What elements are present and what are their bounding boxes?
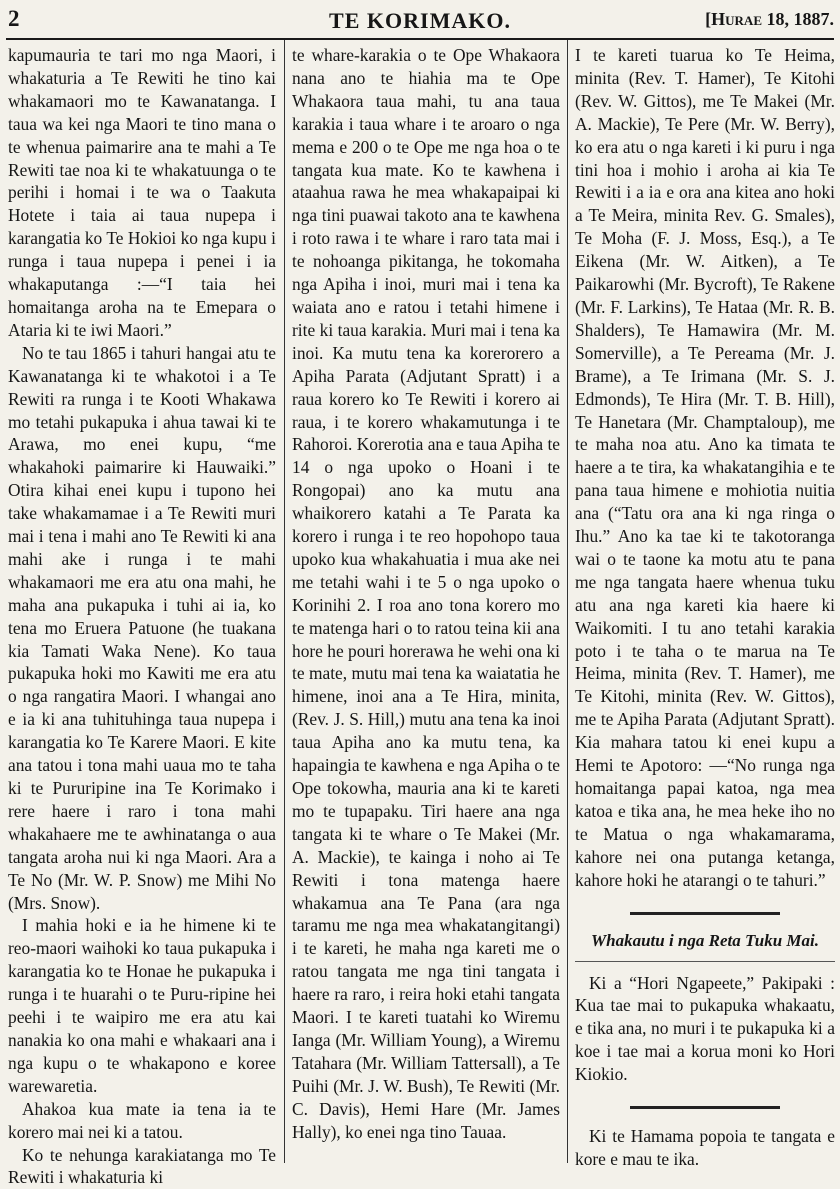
paragraph: Ko te nehunga karakiatanga mo Te Rewiti i whakaturia ki xyxy=(8,1144,276,1189)
paragraph: Ahakoa kua mate ia tena ia te korero mai nei ki a tatou. xyxy=(8,1098,276,1144)
section-title: Whakautu i nga Reta Tuku Mai. xyxy=(575,931,835,951)
paragraph: I te kareti tuarua ko Te Heima, minita (Rev. T. Hamer), Te Kitohi (Rev. W. Gittos), me Te Makei (Mr. A. Mackie), Te Pere (Mr. W. Berry), ko era atu o nga kareti i ki puru i nga tini hoa i mohio i aroha ai kia Te Rewiti i a ia e ora ana kitea ano hoki a Te Meira, minita Rev. G. Smales), Te Moha (F. J. Moss, Esq.), a Te Eikena (Mr. W. Aitken), a Te Paikarowhi (Mr. Bycroft), Te Rakene (Mr. F. Larkins), Te Hataa (Mr. R. B. Shalders), Te Hamawira (Mr. M. Somerville), a Te Pereama (Mr. J. Brame), a Te Irimana (Mr. S. J. Edmonds), Te Hira (Mr. T. B. Hill), Te Hanetara (Mr. Champtaloup), me te maha noa atu. Ano ka timata te haere a te tira, ka whakatangihia e te pana taua himene e mohiotia nuitia ana (“Tatu ora ana ki nga ringa o Ihu.” Ano ka tae ki te takotoranga wai o te taone ka motu atu te pana me nga tangata haere whenua tuku atu ana nga kareti kia haere ki Waikomiti. I tu ano tetahi karakia poto i te taha o te marua na Te Heima, minita (Rev. T. Hamer), me Te Kitohi, minita (Rev. W. Gittos), me te Apiha Parata (Adjutant Spratt). Kia mahara tatou ki enei kupu a Hemi te Apotoro: —“No runga nga homaitanga papai katoa, nga mea katoa e tika ana, he mea heke iho no te Matua o nga whakamarama, kahore nei ona putanga ketanga, kahore hoki he atarangi o te tahuri.” xyxy=(575,44,835,892)
section-rule xyxy=(575,961,835,962)
section-divider xyxy=(630,1106,780,1109)
column-2 xyxy=(292,44,560,1161)
paragraph: Ki a “Hori Ngapeete,” Pakipaki : Kua tae mai to pukapuka whakaatu, e tika ana, no muri i te pukapuka ki a koe i tae mai a korua moni ko Hori Kiokio. xyxy=(575,972,835,1087)
paragraph: No te tau 1865 i tahuri hangai atu te Kawanatanga ki te whakotoi i a Te Rewiti ra runga i te Kooti Whakawa mo tetahi pukapuka i ahua tawai ki te Arawa, mo enei kupu, “me whakahoki paimarire ki Hauwaiki.” Otira kihai enei kupu i tupono hei take whakamamae i a Te Rewiti muri mai i tena i mahi ano Te Rewiti ki ana mahi ake i runga i te mahi whakamaori me era atu ona mahi, he maha ana pukapuka i tuhi ai ia, ko tena mo Eruera Patuone (he tuakana kia Tamati Waka Nene). Ko taua pukapuka hoki mo Kawiti me era atu o nga rangatira Maori. I whangai ano e ia ki ana tuhituhinga taua nupepa i karangatia ko Te Karere Maori. E kite ana tatou i tona mahi uaua mo te taha ki te Pururipine ina Te Korimako i rere haere i raro i tona mahi whakahaere me te awhinatanga o aua tangata aroha nui ki nga Maori. Ara a Te No (Mr. W. P. Snow) me Mihi No (Mrs. Snow). xyxy=(8,342,276,915)
issue-date: [Hurae 18, 1887. xyxy=(705,9,834,30)
section-divider xyxy=(630,912,780,915)
column-3 xyxy=(575,44,835,1161)
column-divider xyxy=(284,40,285,1163)
paragraph: Ki te Hamama popoia te tangata e kore e mau te ika. xyxy=(575,1125,835,1171)
paragraph: I mahia hoki e ia he himene ki te reo-maori waihoki ko taua pukapuka i karangatia ko te Honae he pukapuka i runga i te huarahi o te Puru-ripine hei peehi i te waipiro me era atu kai nanakia ko ona mahi e whakaari ana i nga kupu o te whakapono e koree warewaretia. xyxy=(8,914,276,1097)
column-divider xyxy=(567,40,568,1163)
column-1 xyxy=(8,44,276,1161)
header-rule xyxy=(6,38,834,40)
paragraph: kapumauria te tari mo nga Maori, i whakaturia a Te Rewiti he tino kai whakamaori mo te Kawanatanga. I taua wa kei nga Maori te tino mana o te whenua paimarire ana te mahi a Te Rewiti tae noa ki te whakatuunga o te perihi i homai i te wa o Taakuta Hotete i taia ai taua nupepa i karangatia ko Te Hokioi ko nga kupu i runga i taua nupepa i penei i ia whakaputanga :—“I taia hei homaitanga aroha na te Emepara o Ataria ki te iwi Maori.” xyxy=(8,44,276,342)
page-header xyxy=(0,0,840,44)
newspaper-masthead: TE KORIMAKO. xyxy=(0,8,840,34)
paragraph: te whare-karakia o te Ope Whakaora nana ano te hiahia ma te Ope Whakaora taua mahi, tu ana taua karakia i taua whare i te aroaro o nga mema e 200 o te Ope me nga hoa o te tangata kua mate. Ko te kawhena i ataahua rawa he mea whakapaipai ki nga tini puawai takoto ana te kawhena i roto rawa i te whare i raro tata mai i te nohoanga pikitanga, he tokomaha nga Apiha i inoi, muri mai i tena ka waiata ano e ratou i tetahi himene i rite ki taua karakia. Muri mai i tena ka inoi. Ka mutu tena ka korerorero a Apiha Parata (Adjutant Spratt) i a raua korero ko Te Rewiti i korero ai raua, i te korero whakamutunga i te Rahoroi. Korerotia ana e taua Apiha te 14 o nga upoko o Hoani i te Rongopai) ano ka mutu ana whaikorero katahi a Te Parata ka korero i runga i te reo hopohopo taua upoko kua whakahuatia i mua ake nei me tetahi wahi i te 5 o nga upoko o Korinihi 2. I roa ano tona korero mo te matenga hari o to ratou teina kii ana hore he pouri horerawa he wehi ona ki te mate, mutu mai tena ka waiatatia he himene, inoi ana a Te Hira, minita, (Rev. J. S. Hill,) mutu ana tena ka inoi taua Apiha ano ka mutu tena, ka hapaingia te kawhena e nga Apiha o te Ope tokowha, mauria ana ki te kareti mo te tupapaku. Tiri haere ana nga tangata ki te whare o Te Makei (Mr. A. Mackie), te kainga i noho ai Te Rewiti i tona matenga haere whakamua ana Te Pana (ara nga taramu me nga mea whakatangitangi) i te kareti, he maha nga kareti me o ratou tangata me nga tini tangata i haere ra raro, i reira hoki etahi tangata Maori. I te kareti tuatahi ko Wiremu Ianga (Mr. William Young), a Wiremu Tatahara (Mr. William Tattersall), a Te Puihi (Mr. J. W. Bush), Te Rewiti (Mr. C. Davis), Hemi Hare (Mr. James Hally), ko enei nga tino Tauaa. xyxy=(292,44,560,1144)
page-number: 2 xyxy=(8,6,20,32)
